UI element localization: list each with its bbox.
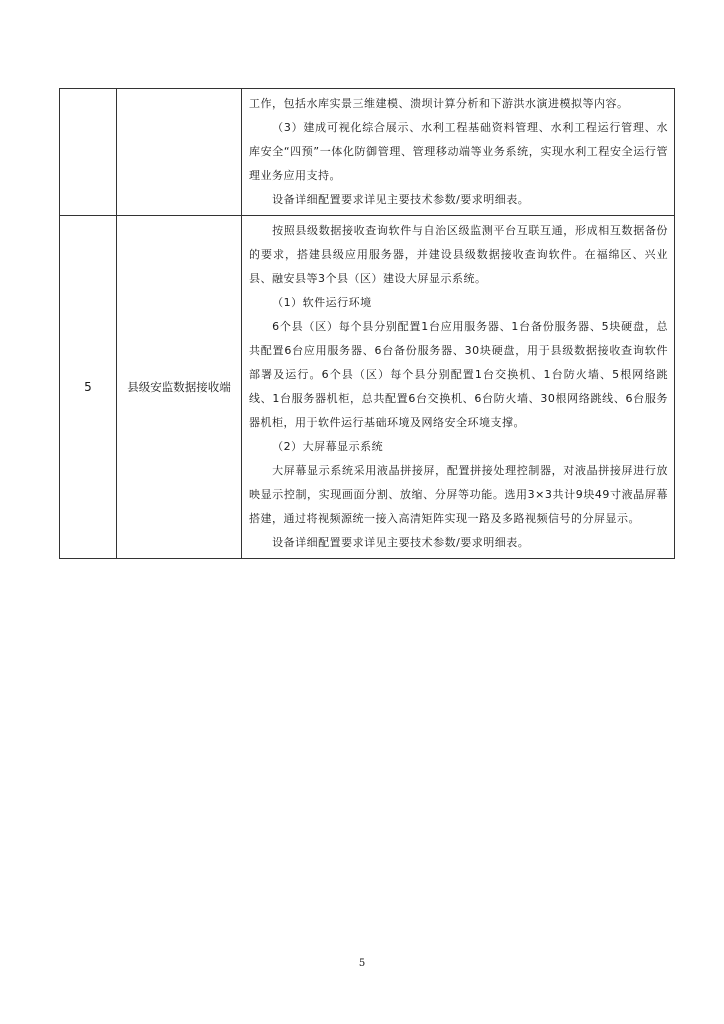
- table-row: [60, 89, 675, 216]
- row-number-cell: 5: [60, 216, 117, 559]
- item-name-cell: 县级安监数据接收端: [117, 216, 242, 559]
- description-paragraph: 设备详细配置要求详见主要技术参数/要求明细表。: [272, 193, 530, 206]
- description-paragraph: 设备详细配置要求详见主要技术参数/要求明细表。: [272, 536, 530, 549]
- page-number: 5: [358, 958, 366, 969]
- section-heading: （1）软件运行环境: [272, 296, 372, 309]
- row-number-cell: [60, 89, 117, 216]
- description-paragraph: 按照县级数据接收查询软件与自治区级监测平台互联互通，形成相互数据备份的要求，搭建县级应用服务器，并建设县级数据接收查询软件。在福绵区、兴业县、融安县等3个县（区）建设大屏显示系统。: [249, 224, 668, 285]
- table-row: [60, 216, 675, 559]
- description-paragraph: 大屏幕显示系统采用液晶拼接屏，配置拼接处理控制器，对液晶拼接屏进行放映显示控制，实现画面分割、放缩、分屏等功能。选用3×3共计9块49寸液晶屏幕搭建，通过将视频源统一接入高清矩阵实现一路及多路视频信号的分屏显示。: [249, 464, 668, 525]
- description-cell: [242, 216, 675, 559]
- description-paragraph: 工作，包括水库实景三维建模、溃坝计算分析和下游洪水演进模拟等内容。: [249, 97, 629, 110]
- description-paragraph: 6个县（区）每个县分别配置1台应用服务器、1台备份服务器、5块硬盘，总共配置6台应用服务器、6台备份服务器、30块硬盘，用于县级数据接收查询软件部署及运行。6个县（区）每个县分别配置1台交换机、1台防火墙、5根网络跳线、1台服务器机柜，总共配置6台交换机、6台防火墙、30根网络跳线、6台服务器机柜，用于软件运行基础环境及网络安全环境支撑。: [249, 320, 668, 429]
- section-heading: （2）大屏幕显示系统: [272, 440, 384, 453]
- item-name-cell: [117, 89, 242, 216]
- description-cell: [242, 89, 675, 216]
- description-paragraph: （3）建成可视化综合展示、水利工程基础资料管理、水利工程运行管理、水库安全“四预”一体化防御管理、管理移动端等业务系统，实现水利工程安全运行管理业务应用支持。: [249, 121, 668, 182]
- requirements-table: [59, 88, 675, 559]
